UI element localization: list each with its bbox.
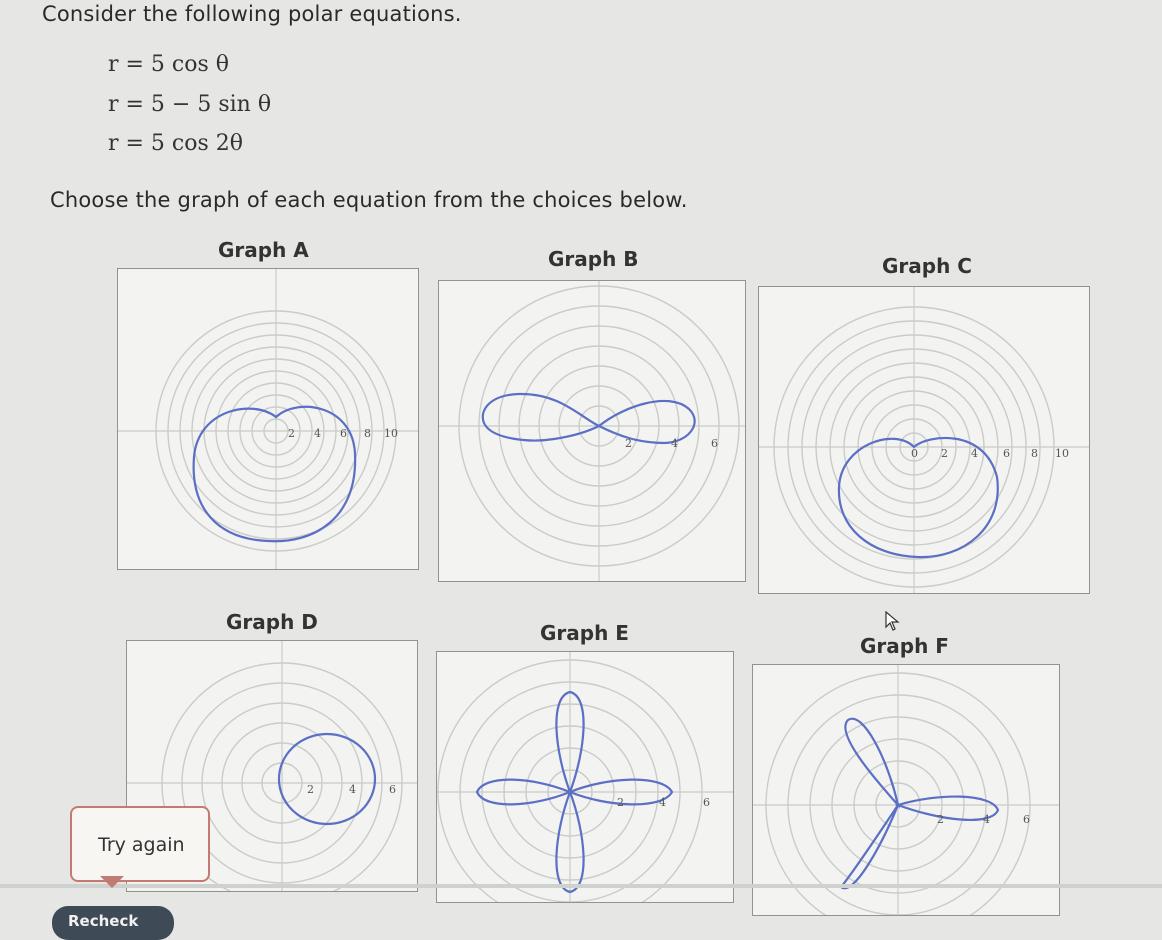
- graph-a-plot: [118, 269, 418, 569]
- graph-b-curve: [483, 394, 695, 443]
- graph-a-tick-6: 6: [340, 427, 347, 440]
- graph-d-curve: [279, 734, 375, 824]
- graph-c-plot: [759, 287, 1089, 593]
- instruction-text: Choose the graph of each equation from the choices below.: [50, 188, 688, 212]
- graph-c-panel[interactable]: [758, 286, 1090, 594]
- graph-d-tick-4: 4: [349, 783, 356, 796]
- callout-tail: [100, 876, 124, 888]
- graph-e-tick-4: 4: [659, 796, 666, 809]
- mouse-pointer-icon: [884, 611, 902, 633]
- graph-b-tick-4: 4: [671, 437, 678, 450]
- graph-a-tick-2: 2: [288, 427, 295, 440]
- graph-d-title: Graph D: [226, 610, 318, 634]
- graph-b-tick-2: 2: [625, 437, 632, 450]
- graph-c-tick-2: 2: [941, 447, 948, 460]
- graph-f-tick-4: 4: [983, 813, 990, 826]
- graph-d-tick-2: 2: [307, 783, 314, 796]
- graph-f-tick-6: 6: [1023, 813, 1030, 826]
- graph-a-title: Graph A: [218, 238, 309, 262]
- graph-a-tick-10: 10: [384, 427, 398, 440]
- equation-1: r = 5 cos θ: [108, 52, 230, 77]
- graph-a-tick-4: 4: [314, 427, 321, 440]
- graph-c-title: Graph C: [882, 254, 972, 278]
- graph-c-tick-4: 4: [971, 447, 978, 460]
- graph-b-title: Graph B: [548, 247, 639, 271]
- graph-d-tick-6: 6: [389, 783, 396, 796]
- equation-2: r = 5 − 5 sin θ: [108, 92, 272, 117]
- graph-e-grid: [437, 652, 733, 902]
- graph-f-panel[interactable]: [752, 664, 1060, 916]
- graph-c-tick-0: 0: [911, 447, 918, 460]
- recheck-button[interactable]: Recheck: [52, 906, 174, 940]
- graph-a-panel[interactable]: [117, 268, 419, 570]
- graph-c-tick-8: 8: [1031, 447, 1038, 460]
- graph-b-plot: [439, 281, 745, 581]
- graph-f-plot: [753, 665, 1059, 915]
- graph-f-tick-2: 2: [937, 813, 944, 826]
- graph-e-title: Graph E: [540, 621, 629, 645]
- bottom-divider: [0, 884, 1162, 888]
- try-again-callout: [70, 806, 210, 882]
- graph-c-tick-6: 6: [1003, 447, 1010, 460]
- graph-b-panel[interactable]: [438, 280, 746, 582]
- graph-e-panel[interactable]: [436, 651, 734, 903]
- question-prompt: Consider the following polar equations.: [42, 2, 462, 26]
- graph-c-grid: [759, 287, 1089, 593]
- graph-f-title: Graph F: [860, 634, 949, 658]
- equation-3: r = 5 cos 2θ: [108, 131, 244, 156]
- graph-e-tick-6: 6: [703, 796, 710, 809]
- graph-a-tick-8: 8: [364, 427, 371, 440]
- graph-f-grid: [753, 665, 1059, 915]
- graph-b-tick-6: 6: [711, 437, 718, 450]
- graph-e-tick-2: 2: [617, 796, 624, 809]
- graph-a-grid: [118, 269, 418, 569]
- graph-e-plot: [437, 652, 733, 902]
- try-again-text: Try again: [98, 834, 185, 856]
- graph-c-tick-10: 10: [1055, 447, 1069, 460]
- graph-b-grid: [439, 281, 745, 581]
